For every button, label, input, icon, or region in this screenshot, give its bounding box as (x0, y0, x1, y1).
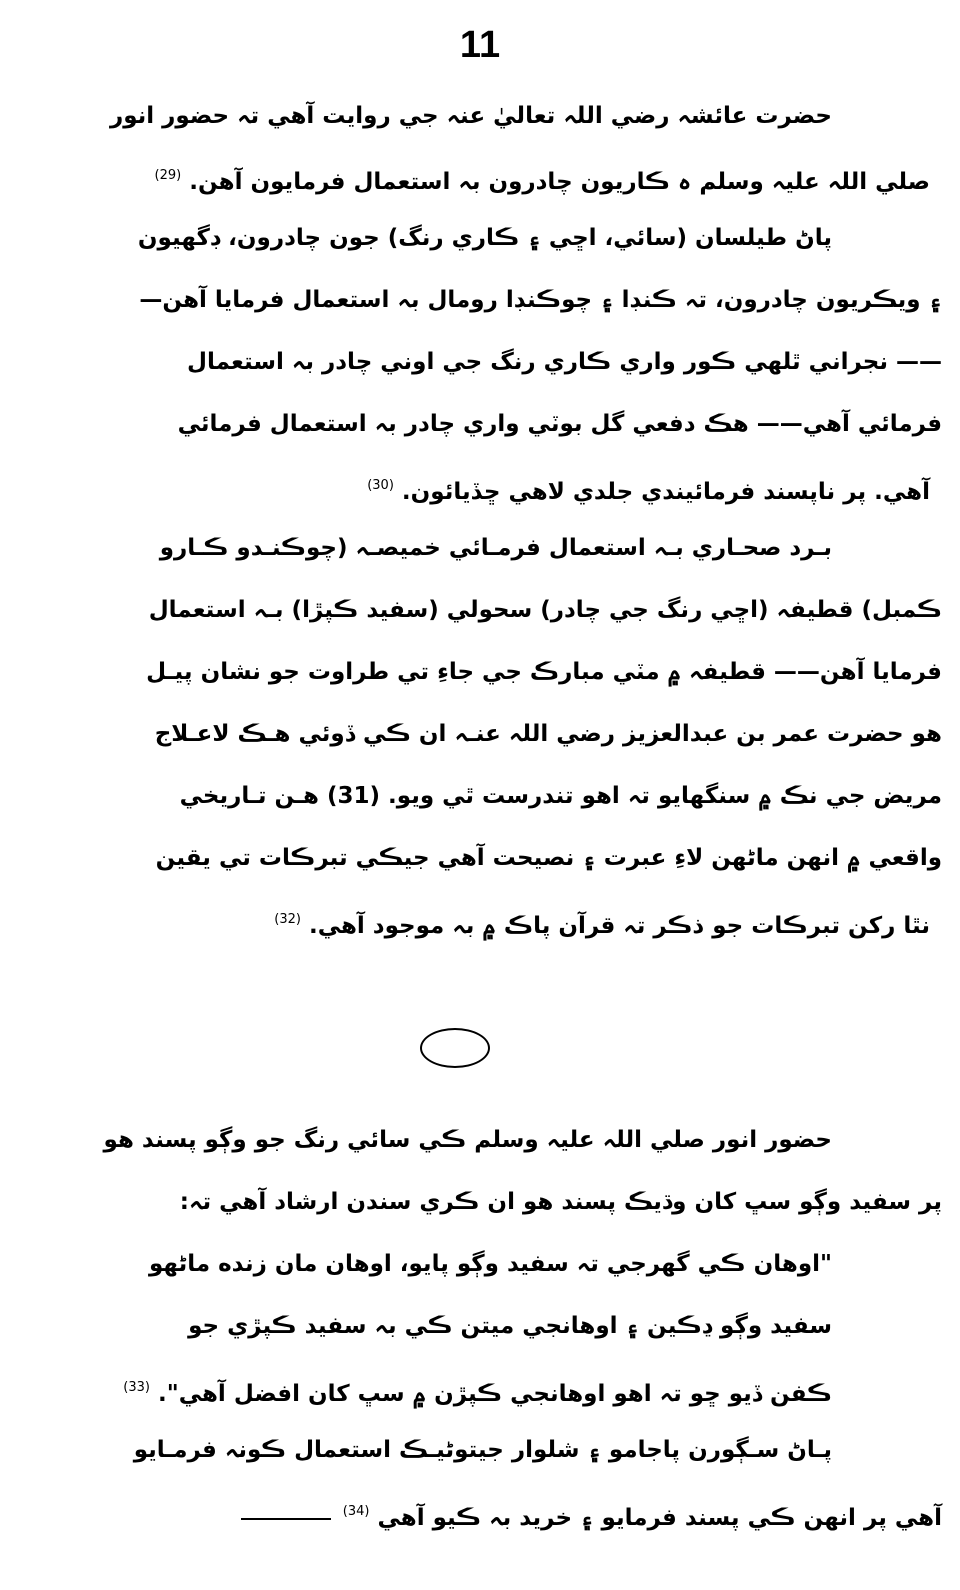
line-text: فرمائي آهي—— هڪ دفعي گل بوٽي واري چادر بہ استعمال فرمائي (177, 411, 942, 437)
line-text: —— نجراني ٿلهي ڪور واري ڪاري رنگ جي اوني چادر بہ استعمال (187, 349, 942, 375)
quote-line (123, 1370, 832, 1406)
text-line (134, 1432, 832, 1468)
line-text: حضور انور صلي اللہ عليہ وسلم ڪي سائي رنگ جو وڳو پسند هو (103, 1127, 832, 1153)
trailing-dash (241, 1518, 331, 1520)
text-line (139, 282, 942, 318)
footnote-ref: (34) (342, 1504, 370, 1519)
section-separator-ornament (420, 1028, 490, 1068)
text-line (180, 1184, 942, 1220)
text-line (155, 716, 942, 752)
footnote-ref: (33) (123, 1380, 150, 1395)
line-text: حضرت عائشہ رضي اللہ تعاليٰ عنہ جي روايت آهي تہ حضور انور (109, 103, 832, 129)
text-line (187, 344, 942, 380)
quote-line (149, 1246, 832, 1282)
line-text: ڪفن ڏيو ڇو تہ اهو اوهانجي ڪپڙن ۾ سڀ کان افضل آهي". (158, 1381, 832, 1407)
page-number: 11 (459, 24, 501, 66)
text-line (180, 778, 942, 814)
line-text: پر سفيد وڳو سڀ کان وڌيڪ پسند هو ان ڪري سندن ارشاد آهي تہ: (179, 1189, 942, 1215)
footnote-ref: (32) (274, 912, 301, 927)
line-text: صلي اللہ عليہ وسلم ہ ڪاريون چادرون بہ استعمال فرمايون آهن. (189, 169, 930, 195)
text-line (367, 468, 930, 504)
line-text: فرمايا آهن—— قطيفہ ۾ مٽي مبارڪ جي جاءِ تي طراوت جو نشان پيـل (146, 659, 942, 685)
text-line (146, 654, 942, 690)
text-line (156, 840, 942, 876)
line-text: آهي پر انهن ڪي پسند فرمايو ۽ خريد بہ ڪيو آهي (377, 1505, 942, 1531)
text-line (104, 1122, 832, 1158)
line-text: نٿا رکن تبرڪات جو ذڪر تہ قرآن پاڪ ۾ بہ موجود آهي. (308, 913, 930, 939)
text-line (160, 530, 832, 566)
line-text: آهي. پر ناپسند فرمائيندي جلدي لاهي ڇڏيائون. (401, 479, 930, 505)
line-text: سفيد وڳو ڍڪين ۽ اوهانجي ميتن ڪي بہ سفيد ڪپڙي جو (188, 1313, 832, 1339)
line-text: ڪمبل) قطيفہ (اڇي رنگ جي چادر) سحولي (سفيد ڪپڙا) بـہ استعمال (148, 597, 942, 623)
quote-line (188, 1308, 832, 1344)
text-line (155, 158, 930, 194)
line-text: ۽ ويڪريون چادرون، تہ ڪنڊا ۽ چوڪنڊا رومال بہ استعمال فرمايا آهن— (139, 287, 942, 313)
line-text: "اوهان ڪي گهرجي تہ سفيد وڳو پايو، اوهان مان زنده ماڻهو (148, 1251, 832, 1277)
text-line (138, 220, 832, 256)
line-text: هو حضرت عمر بن عبدالعزيز رضي اللہ عنـہ ان ڪي ڏوئي هـڪ لاعـلاج (154, 721, 942, 747)
line-text: پاڻ طيلسان (سائي، اڇي ۽ ڪاري رنگ) جون چادرون، ڊگهيون (137, 225, 832, 251)
line-text: پـاڻ سـڳورن پاجامو ۽ شلوار جيتوڻيـڪ استعمال ڪونہ فرمـايو (133, 1437, 832, 1463)
footnote-ref: (29) (154, 168, 182, 183)
line-text: مريض جي نڪ ۾ سنگهايو تہ اهو تندرست ٿي ويو. (31) هـن تـاريخي (179, 783, 942, 809)
footnote-ref: (30) (367, 478, 394, 493)
line-text: واقعي ۾ انهن ماڻهن لاءِ عبرت ۽ نصيحت آهي جيڪي تبرڪات تي يقين (155, 845, 942, 871)
text-line (178, 406, 942, 442)
text-line (274, 902, 930, 938)
text-line (110, 98, 832, 134)
line-text: بـرد صحـاري بـہ استعمال فرمـائي خميصـہ (چوڪنـدو ڪـارو (159, 535, 832, 561)
text-line (149, 592, 942, 628)
text-line (237, 1494, 942, 1530)
